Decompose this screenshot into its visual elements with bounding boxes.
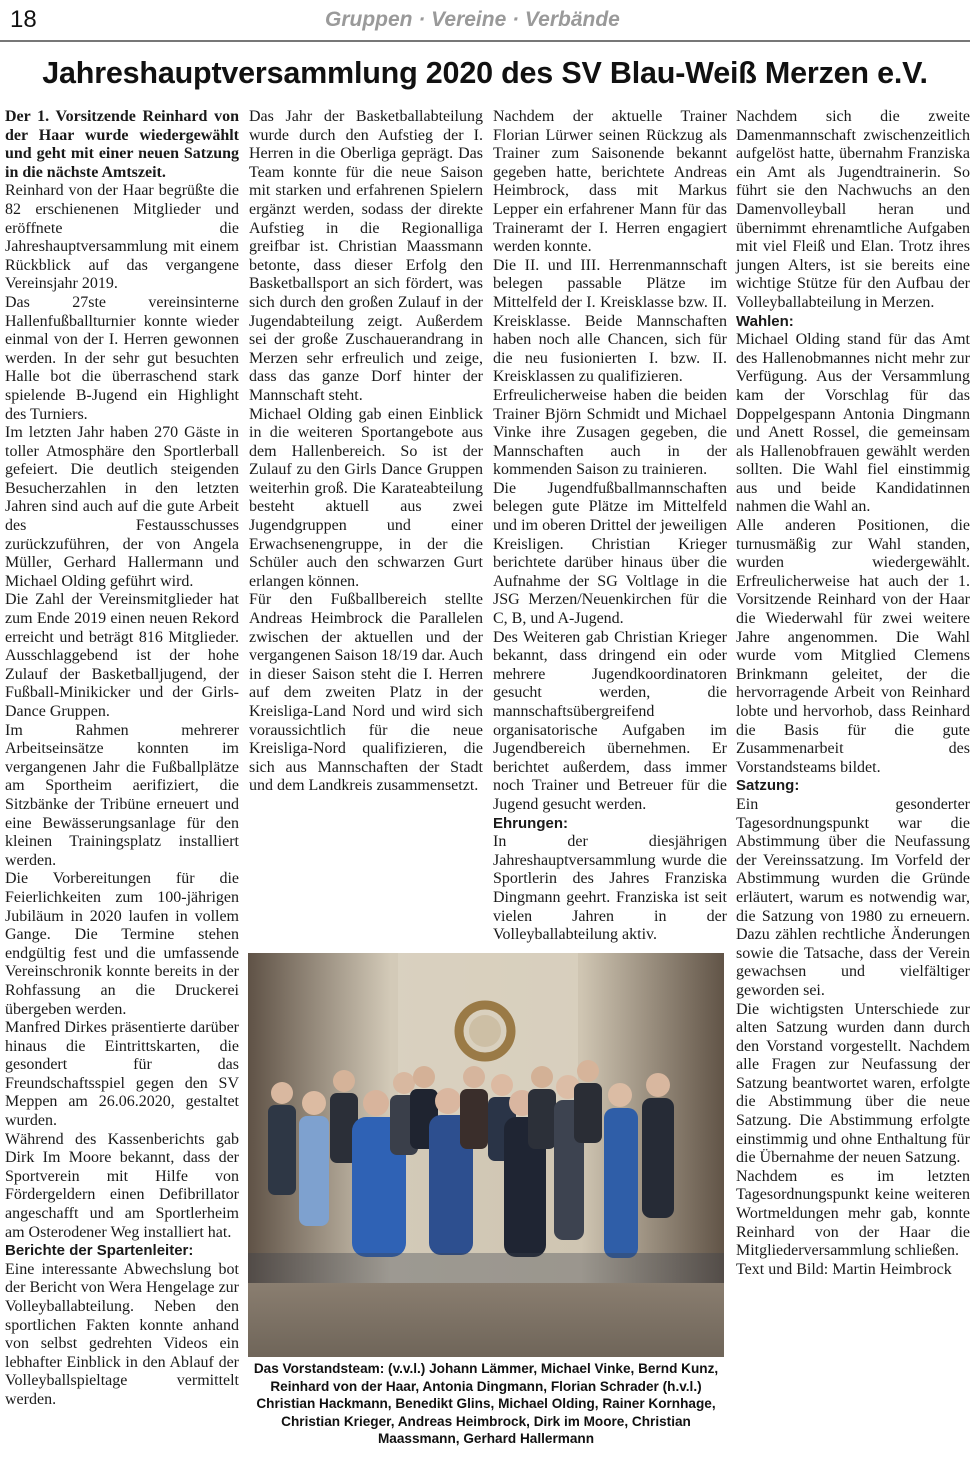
page-header [0, 0, 970, 40]
paragraph: Nachdem sich die zweite Damenmannschaft zwischenzeitlich aufgelöst hatte, übernahm Franziska ein Amt als Jugendtrainerin. So führt sie den Nachwuchs an den Damenvolleyball heran und übernimmt ehrenamtliche Aufgaben mit viel Fleiß und Elan. Trotz ihres jungen Alters, ist sie bereits eine wichtige Stütze für den Aufbau der Volleyballabteilung in Merzen. [736, 108, 970, 311]
article-headline: Jahreshauptversammlung 2020 des SV Blau-Weiß Merzen e.V. [42, 56, 928, 90]
paragraph: Im letzten Jahr haben 270 Gäste in toller Atmosphäre den Sportlerball gefeiert. Die deutlich steigenden Besucherzahlen in den letzten Jahren sind auch auf die gute Arbeit des Festausschusses zurückzuführen, der von Angela Müller, Gerhard Hallermann und Michael Olding geführt wird. [5, 424, 239, 590]
subheading-spartenleiter: Berichte der Spartenleiter: [5, 1242, 194, 1260]
paragraph: Das 27ste vereinsinterne Hallenfußballturnier konnte wieder einmal von der I. Herren gewonnen werden. In der sehr gut besuchten Halle bot die überraschend stark spielende B-Jugend ein Highlight des Turniers. [5, 293, 239, 423]
section-title: Gruppen · Vereine · Verbände [325, 8, 620, 31]
paragraph: Alle anderen Positionen, die turnusmäßig zur Wahl standen, wurden wiedergewählt. Erfreulicherweise hat auch der 1. Vorsitzende Reinhard von der Haar die Wiederwahl für zwei weitere Jahre angenommen. Die Wahl wurde vom Mitglied Clemens Brinkmann geleitet, der die hervorragende Arbeit von Reinhard lobte und hervorhob, dass Reinhard die Basis für die gute Zusammenarbeit des Vorstandsteams bildet. [736, 517, 970, 776]
group-photo [248, 953, 724, 1357]
paragraph: Reinhard von der Haar begrüßte die 82 erschienenen Mitglieder und eröffnete die Jahreshauptversammlung mit einem Rückblick auf das vergangene Vereinsjahr 2019. [5, 182, 239, 293]
text-column-1 [5, 108, 239, 1453]
paragraph: Im Rahmen mehrerer Arbeitseinsätze konnten im vergangenen Jahr die Fußballplätze am Sportheim aerifiziert, die Sitzbänke der Tribüne erneuert und eine Bewässerungsanlage für den kleinen Trainingsplatz installiert werden. [5, 721, 239, 869]
subheading-satzung: Satzung: [736, 777, 800, 795]
article-lead: Der 1. Vorsitzende Reinhard von der Haar wurde wiedergewählt und geht mit einer neuen Satzung in die nächste Amtszeit. [5, 108, 239, 181]
paragraph: Michael Olding stand für das Amt des Hallenobmannes nicht mehr zur Verfügung. Aus der Versammlung kam der Vorschlag für das Doppelgespann Antonia Dingmann und Anett Rossel, die gemeinsam als Hallenobfrauen gewählt werden sollten. Die Wahl fiel einstimmig aus und beide Kandidatinnen nahmen die Wahl an. [736, 331, 970, 516]
paragraph: Die Jugendfußballmannschaften belegen gute Plätze im Mittelfeld und im oberen Drittel der jeweiligen Kreisligen. Christian Krieger berichtete darüber hinaus über die Aufnahme der SG Voltlage in die JSG Merzen/Neuenkirchen für die C, B, und A-Jugend. [493, 479, 727, 628]
article-credit: Text und Bild: Martin Heimbrock [736, 1260, 952, 1278]
paragraph: Eine interessante Abwechslung bot der Bericht von Wera Hengelage zur Volleyballabteilung. Neben den sportlichen Fakten konnte anhand von selbst gedrehten Videos ein lebhafter Einblick in den Ablauf der Volleyballspieltage vermittelt werden. [5, 1260, 239, 1408]
paragraph: Das Jahr der Basketballabteilung wurde durch den Aufstieg der I. Herren in die Oberliga geprägt. Das Team konnte für die neue Saison mit starken und erfahrenen Spielern ergänzt werden, sodass der direkte Aufstieg in die Regionalliga greifbar ist. Christian Maassmann betonte, dass dieser Erfolg den Basketballsport an sich fördert, was sich durch den großen Zulauf in der Jugendabteilung zeigt. Außerdem sei der große Zuschauerandrang in Merzen sehr erfreulich und zeige, dass das ganze Dorf hinter der Mannschaft steht. [249, 108, 483, 404]
paragraph: Die wichtigsten Unterschiede zur alten Satzung wurden dann durch den Vorstand vorgestellt. Nachdem alle Fragen zur Neufassung der Satzung beantwortet waren, erfolgte die Abstimmung über die neue Satzung. Die Abstimmung erfolgte einstimmig und ohne Enthaltung für die Übernahme der neuen Satzung. [736, 1000, 970, 1167]
paragraph: Die II. und III. Herrenmannschaft belegen passable Plätze im Mittelfeld der I. Kreisklasse bzw. II. Kreisklasse. Beide Mannschaften haben noch alle Chancen, sich für die neu fusionierten I. bzw. II. Kreisklassen zu qualifizieren. [493, 256, 727, 386]
paragraph: Michael Olding gab einen Einblick in die weiteren Sportangebote aus dem Hallenbereich. So ist der Zulauf zu den Girls Dance Gruppen weiterhin groß. Die Karateabteilung besteht aktuell aus zwei Jugendgruppen und einer Erwachsenengruppe, in der die Schüler auch den schwarzen Gurt erlangen können. [249, 405, 483, 590]
paragraph: Während des Kassenberichts gab Dirk Im Moore bekannt, dass der Sportverein mit Hilfe von Fördergeldern einen Defibrillator angeschafft und am Sportlerheim am Osterodener Weg installiert hat. [5, 1130, 239, 1241]
paragraph: Die Vorbereitungen für die Feierlichkeiten zum 100-jährigen Jubiläum in 2020 laufen in vollem Gange. Die Termine stehen endgültig fest und die umfassende Vereinschronik konnte bereits in der Rohfassung an die Druckerei übergeben werden. [5, 870, 239, 1018]
text-column-3 [493, 108, 727, 944]
page-number: 18 [10, 6, 37, 33]
paragraph: Ein gesonderter Tagesordnungspunkt war die Abstimmung über die Neufassung der Vereinssatzung. Im Vorfeld der Abstimmung wurden die Gründe erläutert, warum es notwendig war, die Satzung von 1980 zu erneuern. Dazu zählen rechtliche Änderungen sowie die Tatsache, dass der Verein gewachsen und vielfältiger geworden sei. [736, 795, 970, 999]
header-rule [0, 40, 970, 42]
paragraph: Erfreulicherweise haben die beiden Trainer Björn Schmidt und Michael Vinke ihre Zusagen gegeben, die Mannschaften auch in der kommenden Saison zu trainieren. [493, 386, 727, 479]
subheading-ehrungen: Ehrungen: [493, 814, 568, 832]
paragraph: Nachdem der aktuelle Trainer Florian Lürwer seinen Rückzug als Trainer zum Saisonende bekannt gegeben hatte, berichtete Andreas Heimbrock, dass mit Markus Lepper ein erfahrener Mann für das Traineramt der I. Herren engagiert werden konnte. [493, 108, 727, 256]
photo-caption: Das Vorstandsteam: (v.v.l.) Johann Lämmer, Michael Vinke, Bernd Kunz, Reinhard von der Haar, Antonia Dingmann, Florian Schrader (h.v.l.) Christian Hackmann, Benedikt Glins, Michael Olding, Rainer Kornhage, Christian Krieger, Andreas Heimbrock, Dirk im Moore, Christian Maassmann, Gerhard Hallermann [253, 1361, 719, 1446]
paragraph: In der diesjährigen Jahreshauptversammlung wurde die Sportlerin des Jahres Franziska Dingmann geehrt. Franziska ist seit vielen Jahren in der Volleyballabteilung aktiv. [493, 833, 727, 944]
text-column-2 [249, 108, 483, 938]
text-column-4 [736, 108, 970, 1453]
paragraph: Des Weiteren gab Christian Krieger bekannt, dass dringend ein oder mehrere Jugendkoordinatoren gesucht werden, die mannschaftsübergreifend organisatorische Aufgaben im Jugendbereich übernehmen. Er berichtet außerdem, dass immer noch Trainer und Betreuer für die Jugend gesucht werden. [493, 628, 727, 813]
paragraph: Manfred Dirkes präsentierte darüber hinaus die Eintrittskarten, die gesondert für das Freundschaftsspiel gegen den SV Meppen am 26.06.2020, gestaltet wurden. [5, 1019, 239, 1130]
paragraph: Nachdem es im letzten Tagesordnungspunkt keine weiteren Wortmeldungen mehr gab, konnte Reinhard von der Haar die Mitgliederversammlung schließen. [736, 1167, 970, 1260]
subheading-wahlen: Wahlen: [736, 312, 794, 330]
paragraph: Die Zahl der Vereinsmitglieder hat zum Ende 2019 einen neuen Rekord erreicht und beträgt 816 Mitglieder. Ausschlaggebend ist der hohe Zulauf der Basketballjugend, der Fußball-Minikicker und der Girls-Dance Gruppen. [5, 591, 239, 720]
paragraph: Für den Fußballbereich stellte Andreas Heimbrock die Parallelen zwischen der aktuellen und der vergangenen Saison 18/19 dar. Auch in dieser Saison steht die I. Herren auf dem zweiten Platz in der Kreisliga-Land Nord und wird sich voraussichtlich für die neue Kreisliga-Nord qualifizieren, die sich aus Mannschaften der Stadt und dem Landkreis zusammensetzt. [249, 591, 483, 795]
